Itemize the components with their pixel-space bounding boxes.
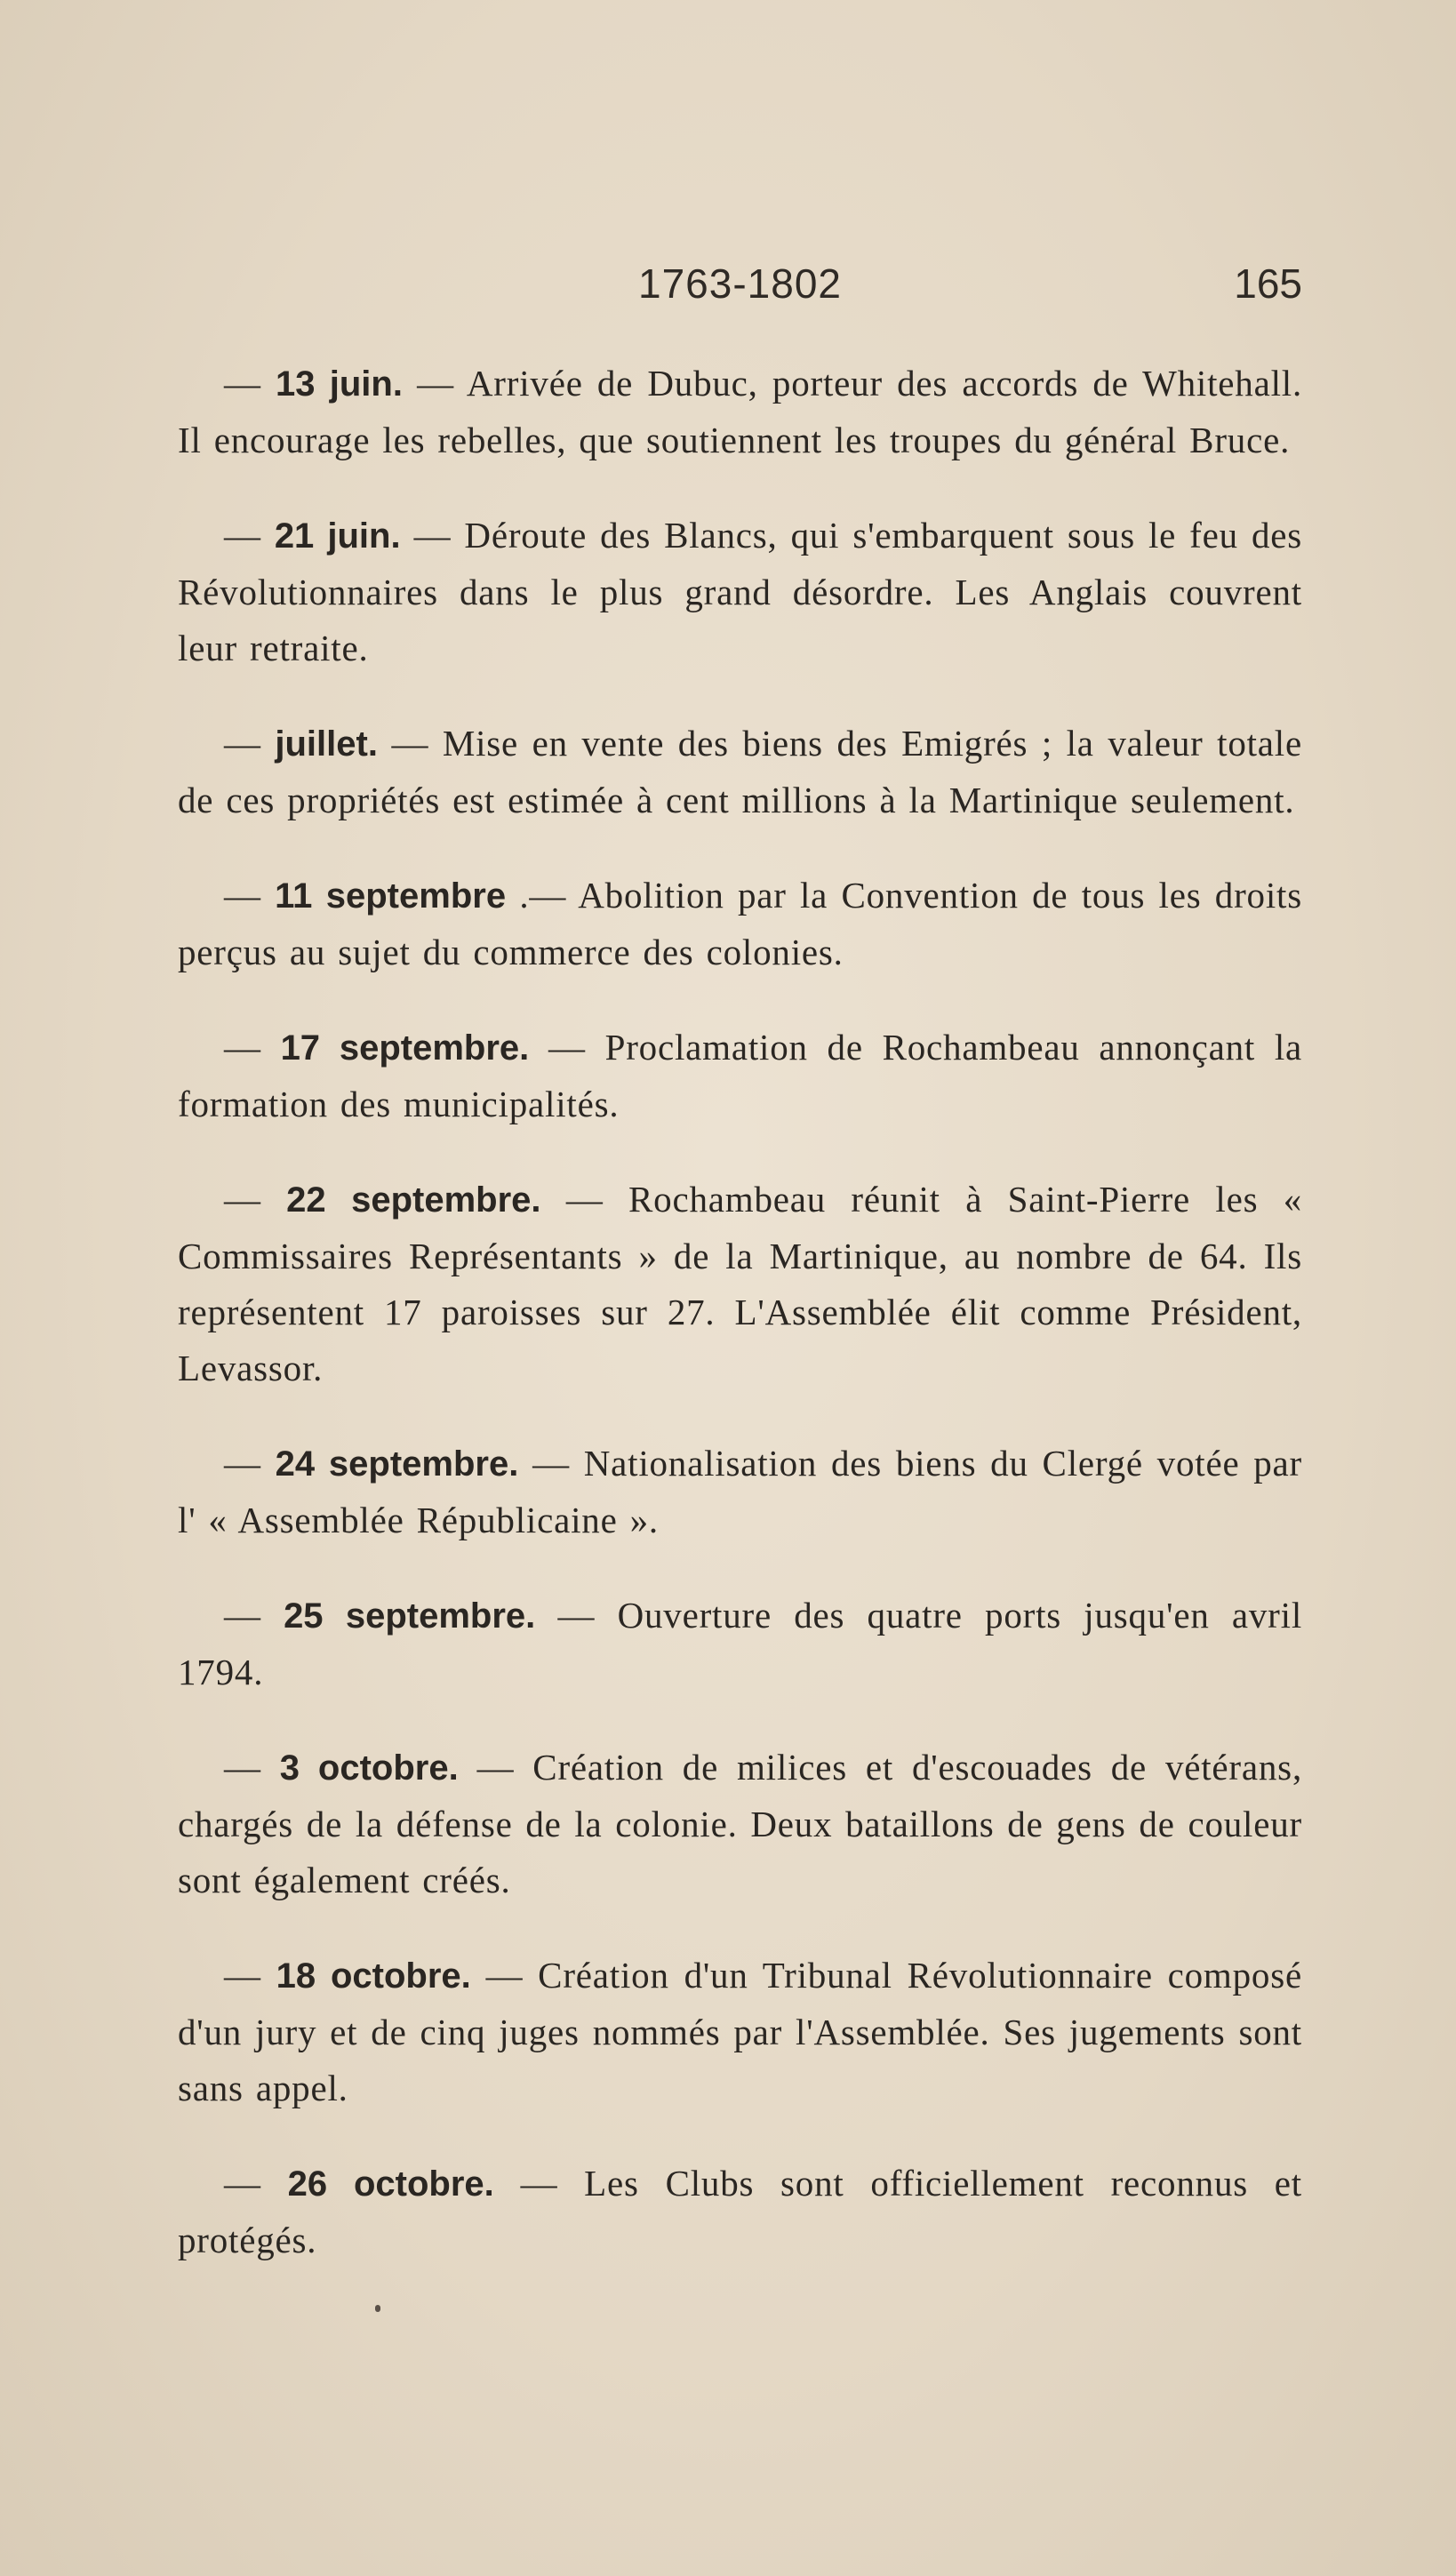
entry-text: — Les Clubs sont officiellement reconnus et protégés. — [178, 2163, 1302, 2260]
chronology-entry: — 11 septembre .— Abolition par la Convention de tous les droits perçus au sujet du commerce des colonies. — [178, 875, 1302, 972]
entry-text: — Ouverture des quatre ports jusqu'en avril 1794. — [178, 1595, 1303, 1692]
entry-date: 11 septembre — [275, 876, 507, 916]
entry-date: juillet. — [275, 724, 378, 764]
entry-date: 24 septembre. — [275, 1444, 519, 1484]
entry-text: — Nationalisation des biens du Clergé votée par l' « Assemblée Républicaine ». — [178, 1443, 1302, 1540]
entry-date: 21 juin. — [274, 516, 401, 556]
chronology-entry: — 25 septembre. — Ouverture des quatre ports jusqu'en avril 1794. — [178, 1595, 1303, 1692]
entry-text: — Proclamation de Rochambeau annonçant la formation des municipalités. — [178, 1027, 1303, 1124]
entry-text: — Création de milices et d'escouades de vétérans, chargés de la défense de la colonie. Deux bataillons de gens de couleur sont également créés. — [178, 1747, 1302, 1900]
entry-text: — Arrivée de Dubuc, porteur des accords de Whitehall. Il encourage les rebelles, que soutiennent les troupes du général Bruce. — [178, 363, 1303, 460]
entry-date: 17 septembre. — [280, 1028, 530, 1068]
entry-date: 26 octobre. — [287, 2164, 494, 2204]
chronology-entry: — 3 octobre. — Création de milices et d'escouades de vétérans, chargés de la défense de la colonie. Deux bataillons de gens de couleur sont également créés. — [178, 1747, 1302, 1900]
chronology-entry: — juillet. — Mise en vente des biens des Emigrés ; la valeur totale de ces propriétés est estimée à cent millions à la Martinique seulement. — [178, 723, 1302, 820]
entry-text: — Création d'un Tribunal Révolutionnaire composé d'un jury et de cinq juges nommés par l'Assemblée. Ses jugements sont sans appel. — [178, 1955, 1302, 2108]
chronology-entries — [178, 356, 1302, 2308]
entry-text: — Rochambeau réunit à Saint-Pierre les « Commissaires Représentants » de la Martinique, au nombre de 64. Ils représentent 17 paroisses sur 27. L'Assemblée élit comme Président, Levassor. — [178, 1179, 1302, 1388]
entry-date: 18 octobre. — [276, 1956, 471, 1996]
page-number: 165 — [1234, 260, 1302, 307]
entry-date: 13 juin. — [276, 364, 403, 404]
chronology-entry: — 18 octobre. — Création d'un Tribunal Révolutionnaire composé d'un jury et de cinq juges nommés par l'Assemblée. Ses jugements sont sans appel. — [178, 1955, 1302, 2108]
chronology-entry: — 24 septembre. — Nationalisation des biens du Clergé votée par l' « Assemblée Républicaine ». — [178, 1443, 1302, 1540]
chronology-entry: — 13 juin. — Arrivée de Dubuc, porteur des accords de Whitehall. Il encourage les rebelles, que soutiennent les troupes du général Bruce. — [178, 363, 1303, 460]
chronology-entry: — 26 octobre. — Les Clubs sont officiellement reconnus et protégés. — [178, 2163, 1302, 2260]
entry-text: .— Abolition par la Convention de tous les droits perçus au sujet du commerce des colonies. — [178, 875, 1302, 972]
chronology-entry: — 21 juin. — Déroute des Blancs, qui s'embarquent sous le feu des Révolutionnaires dans le plus grand désordre. Les Anglais couvrent leur retraite. — [178, 515, 1302, 668]
page-header — [178, 260, 1302, 313]
paper-speck — [375, 2305, 380, 2312]
chronology-entry: — 17 septembre. — Proclamation de Rochambeau annonçant la formation des municipalités. — [178, 1027, 1303, 1124]
entry-date: 25 septembre. — [284, 1596, 536, 1636]
entry-date: 3 octobre. — [279, 1748, 459, 1788]
running-head: 1763-1802 — [638, 260, 842, 307]
entry-text: — Mise en vente des biens des Emigrés ; la valeur totale de ces propriétés est estimée à cent millions à la Martinique seulement. — [178, 723, 1302, 820]
chronology-entry: — 22 septembre. — Rochambeau réunit à Saint-Pierre les « Commissaires Représentants » de la Martinique, au nombre de 64. Ils représentent 17 paroisses sur 27. L'Assemblée élit comme Président, Levassor. — [178, 1179, 1302, 1388]
entry-date: 22 septembre. — [286, 1180, 541, 1220]
entry-text: — Déroute des Blancs, qui s'embarquent sous le feu des Révolutionnaires dans le plus grand désordre. Les Anglais couvrent leur retraite. — [178, 515, 1302, 668]
